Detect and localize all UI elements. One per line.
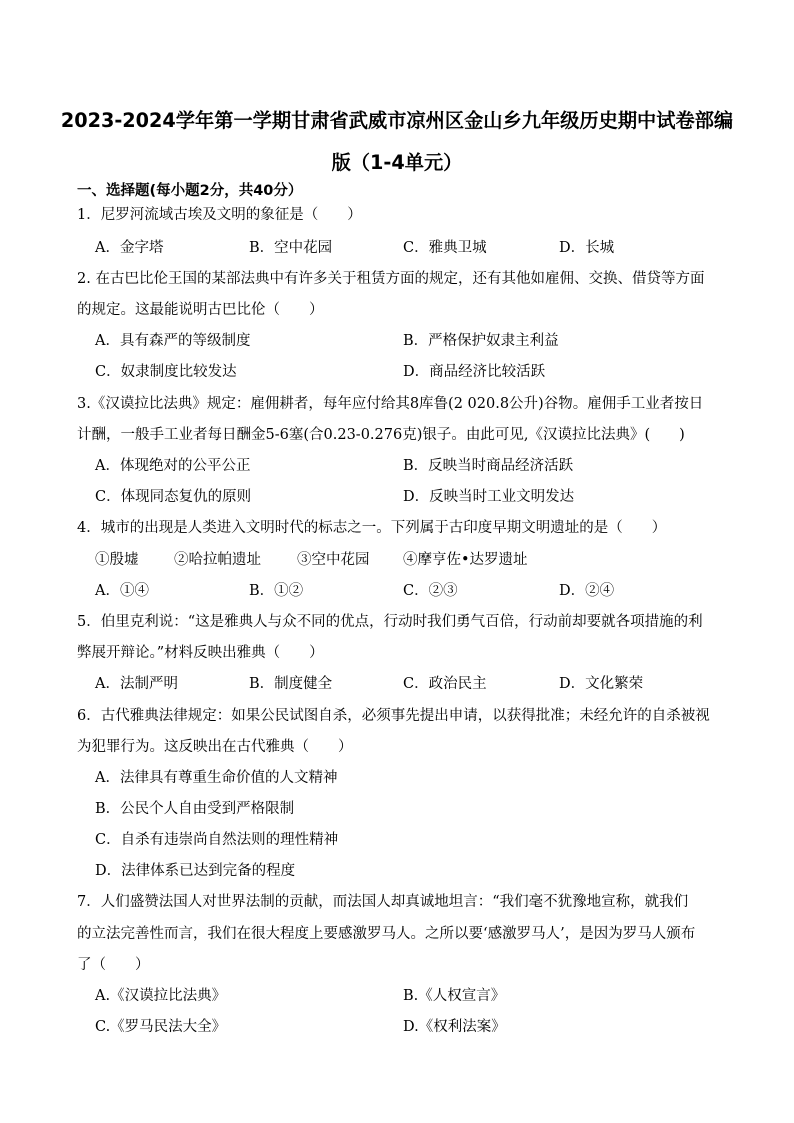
question-6-option-c: C．自杀有违崇尚自然法则的理性精神	[95, 832, 339, 848]
question-4-stem: 4．城市的出现是人类进入文明时代的标志之一。下列属于古印度早期文明遗址的是（ ）	[77, 520, 667, 536]
section-heading: 一、选择题(每小题2分，共40分）	[77, 183, 303, 199]
question-1-stem: 1．尼罗河流域古埃及文明的象征是（ ）	[77, 207, 362, 223]
question-7-option-b: B.《人权宣言》	[403, 988, 506, 1004]
question-5-stem-line1: 5．伯里克利说：“这是雅典人与众不同的优点，行动时我们勇气百倍，行动前却要就各项措施的利	[77, 614, 703, 630]
question-3-stem-line2: 计酬，一般手工业者每日酬金5-6塞(合0.23-0.276克)银子。由此可见,《汉谟拉比法典》( )	[77, 427, 685, 443]
question-6-stem-line2: 为犯罪行为。这反映出在古代雅典（ ）	[77, 739, 353, 755]
question-6-stem-line1: 6．古代雅典法律规定：如果公民试图自杀，必须事先提出申请，以获得批准；未经允许的自杀被视	[77, 708, 710, 724]
question-7-option-d: D.《权利法案》	[403, 1019, 506, 1035]
question-2-option-a: A．具有森严的等级制度	[95, 333, 251, 349]
question-7-stem-line2: 的立法完善性而言，我们在很大程度上要感激罗马人。之所以要‘感激罗马人’，是因为罗马人颁布	[77, 926, 696, 942]
question-3-option-b: B．反映当时商品经济活跃	[403, 458, 574, 474]
question-5-option-d: D．文化繁荣	[559, 676, 644, 692]
question-7-option-c: C.《罗马民法大全》	[95, 1019, 227, 1035]
question-1-option-a: A．金字塔	[95, 240, 164, 256]
question-7-option-a: A.《汉谟拉比法典》	[95, 988, 227, 1004]
question-5-option-b: B．制度健全	[249, 676, 333, 692]
question-4-item-2: ②哈拉帕遗址	[174, 552, 261, 568]
question-3-option-a: A．体现绝对的公平公正	[95, 458, 251, 474]
question-4-item-4: ④摩亨佐•达罗遗址	[403, 552, 528, 568]
question-7-stem-line1: 7．人们盛赞法国人对世界法制的贡献，而法国人却真诚地坦言：“我们毫不犹豫地宣称，就我们	[77, 894, 689, 910]
question-3-stem-line1: 3.《汉谟拉比法典》规定：雇佣耕者，每年应付给其8库鲁(2 020.8公升)谷物。雇佣手工业者按日	[77, 396, 704, 412]
question-4-option-c: C．②③	[403, 583, 458, 599]
question-2-option-c: C．奴隶制度比较发达	[95, 364, 237, 380]
question-5-option-a: A．法制严明	[95, 676, 178, 692]
question-3-option-c: C．体现同态复仇的原则	[95, 489, 252, 505]
question-4-item-1: ①殷墟	[95, 552, 139, 568]
question-4-option-d: D．②④	[559, 583, 615, 599]
question-6-option-d: D．法律体系已达到完备的程度	[95, 863, 296, 879]
question-7-stem-line3: 了（ ）	[77, 957, 150, 973]
question-2-option-d: D．商品经济比较活跃	[403, 364, 546, 380]
question-3-option-d: D．反映当时工业文明发达	[403, 489, 575, 505]
question-1-option-d: D．长城	[559, 240, 615, 256]
question-2-stem-line2: 的规定。这最能说明古巴比伦（ ）	[77, 302, 324, 318]
question-5-stem-line2: 弊展开辩论。”材料反映出雅典（ ）	[77, 645, 324, 661]
question-6-option-b: B．公民个人自由受到严格限制	[95, 801, 295, 817]
question-1-option-c: C．雅典卫城	[403, 240, 487, 256]
question-4-option-a: A．①④	[95, 583, 149, 599]
question-1-option-b: B．空中花园	[249, 240, 333, 256]
exam-title-line2: 版（1-4单元）	[331, 151, 463, 174]
question-6-option-a: A．法律具有尊重生命价值的人文精神	[95, 770, 338, 786]
question-5-option-c: C．政治民主	[403, 676, 487, 692]
exam-title-line1: 2023-2024学年第一学期甘肃省武威市凉州区金山乡九年级历史期中试卷部编	[60, 109, 734, 132]
question-4-item-3: ③空中花园	[297, 552, 370, 568]
question-4-option-b: B．①②	[249, 583, 304, 599]
question-2-stem-line1: 2. 在古巴比伦王国的某部法典中有许多关于租赁方面的规定，还有其他如雇佣、交换、借贷等方面	[77, 271, 705, 287]
question-2-option-b: B．严格保护奴隶主利益	[403, 333, 559, 349]
